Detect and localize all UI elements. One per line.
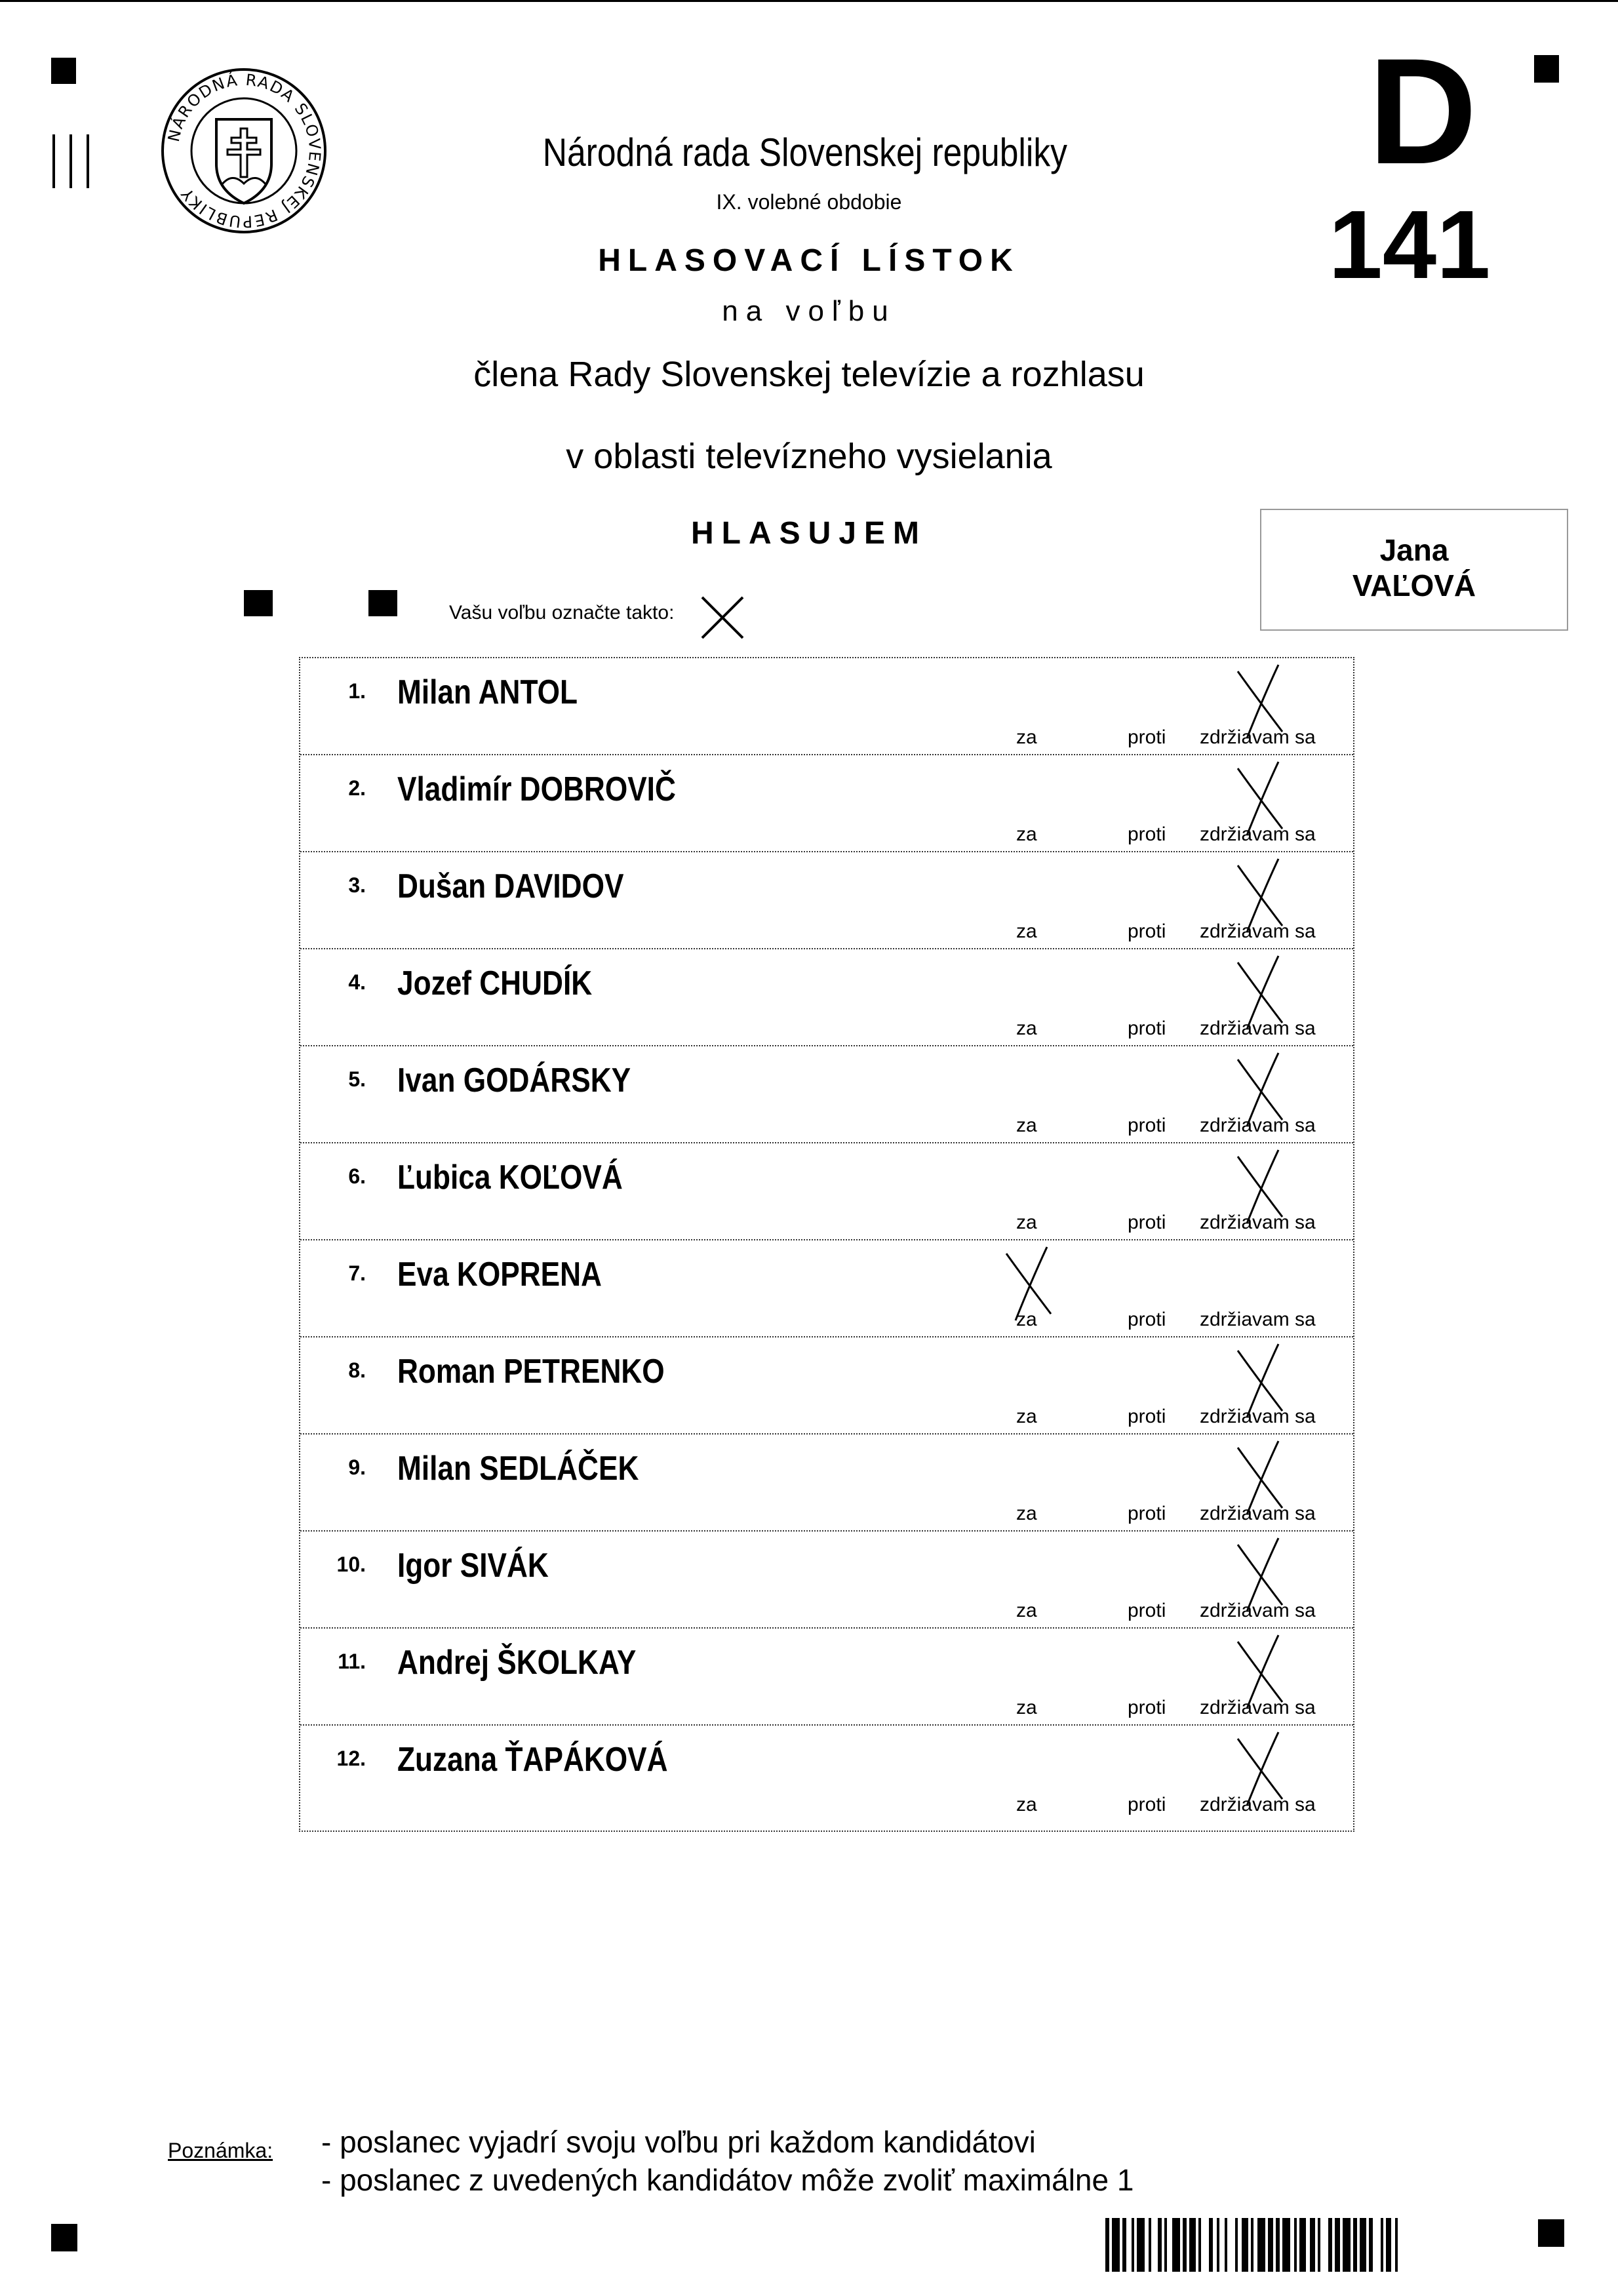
- institution-title: Národná rada Slovenskej republiky: [542, 130, 1067, 174]
- vote-cross-mark: [993, 1242, 1065, 1327]
- nominee-last-name: VAĽOVÁ: [1352, 568, 1476, 603]
- option-abstain[interactable]: zdržiavam sa: [1200, 1309, 1316, 1330]
- candidate-row: [300, 1143, 1353, 1240]
- option-for[interactable]: za: [1016, 1503, 1037, 1524]
- ballot-title: HLASOVACÍ LÍSTOK: [598, 243, 1020, 278]
- registration-mark: [1538, 2219, 1564, 2247]
- option-abstain[interactable]: zdržiavam sa: [1200, 1794, 1316, 1815]
- option-for[interactable]: za: [1016, 1212, 1037, 1233]
- vote-cross-mark: [1225, 1339, 1297, 1424]
- barcode: [1105, 2218, 1472, 2272]
- example-cross-icon: [698, 593, 747, 645]
- svg-text:NÁRODNÁ RADA SLOVENSKEJ REPUBL: NÁRODNÁ RADA SLOVENSKEJ REPUBLIKY: [164, 70, 325, 231]
- option-abstain[interactable]: zdržiavam sa: [1200, 1697, 1316, 1718]
- candidate-name: Milan SEDLÁČEK: [397, 1450, 639, 1488]
- option-for[interactable]: za: [1016, 920, 1037, 942]
- vote-cross-mark: [1225, 1436, 1297, 1521]
- candidate-name: Andrej ŠKOLKAY: [397, 1644, 637, 1682]
- option-against[interactable]: proti: [1128, 920, 1166, 942]
- candidate-number: 2.: [348, 776, 366, 800]
- ballot-table: [299, 657, 1354, 1832]
- vote-cross-mark: [1225, 1048, 1297, 1133]
- option-against[interactable]: proti: [1128, 1794, 1166, 1815]
- ballot-purpose: na voľbu: [722, 295, 896, 327]
- candidate-name: Jozef CHUDÍK: [397, 964, 593, 1002]
- vote-cross-mark: [1225, 854, 1297, 939]
- candidate-number: 10.: [336, 1553, 366, 1576]
- option-against[interactable]: proti: [1128, 1600, 1166, 1621]
- term: IX. volebné obdobie: [716, 190, 902, 214]
- candidate-name: Ľubica KOĽOVÁ: [397, 1158, 623, 1197]
- candidate-row: [300, 1629, 1353, 1726]
- candidate-number: 4.: [348, 970, 366, 994]
- registration-mark: [1534, 55, 1559, 83]
- candidate-row: [300, 1046, 1353, 1143]
- ballot-code-letter: D: [1368, 27, 1478, 195]
- candidate-name: Dušan DAVIDOV: [397, 867, 624, 905]
- vote-cross-mark: [1225, 1145, 1297, 1230]
- option-for[interactable]: za: [1016, 726, 1037, 748]
- candidate-row: [300, 1532, 1353, 1629]
- ballot-position: člena Rady Slovenskej televízie a rozhlasu: [473, 355, 1145, 394]
- candidate-row: [300, 1337, 1353, 1435]
- option-abstain[interactable]: zdržiavam sa: [1200, 726, 1316, 748]
- option-for[interactable]: za: [1016, 1600, 1037, 1621]
- candidate-name: Igor SIVÁK: [397, 1547, 549, 1585]
- candidate-number: 6.: [348, 1164, 366, 1188]
- candidate-number: 9.: [348, 1455, 366, 1479]
- candidate-row: [300, 852, 1353, 949]
- option-against[interactable]: proti: [1128, 1115, 1166, 1136]
- vote-cross-mark: [1225, 757, 1297, 842]
- candidate-row: [300, 1240, 1353, 1337]
- option-against[interactable]: proti: [1128, 1309, 1166, 1330]
- instruction-text: Vašu voľbu označte takto:: [449, 602, 675, 623]
- vote-cross-mark: [1225, 951, 1297, 1036]
- vote-heading: HLASUJEM: [690, 516, 928, 551]
- registration-mark: [51, 2224, 77, 2251]
- candidate-name: Roman PETRENKO: [397, 1353, 665, 1391]
- candidate-name: Zuzana ŤAPÁKOVÁ: [397, 1741, 668, 1779]
- option-for[interactable]: za: [1016, 1309, 1037, 1330]
- registration-mark: [244, 590, 273, 616]
- registration-mark: [51, 58, 76, 84]
- candidate-name: Milan ANTOL: [397, 673, 578, 711]
- candidate-number: 8.: [348, 1358, 366, 1382]
- option-for[interactable]: za: [1016, 1406, 1037, 1427]
- option-against[interactable]: proti: [1128, 726, 1166, 748]
- option-abstain[interactable]: zdržiavam sa: [1200, 823, 1316, 845]
- option-abstain[interactable]: zdržiavam sa: [1200, 1018, 1316, 1039]
- ballot-code-number: 141: [1328, 191, 1491, 299]
- vote-cross-mark: [1225, 1727, 1297, 1812]
- option-abstain[interactable]: zdržiavam sa: [1200, 1406, 1316, 1427]
- option-against[interactable]: proti: [1128, 1503, 1166, 1524]
- candidate-row: [300, 949, 1353, 1046]
- candidate-row: [300, 1435, 1353, 1532]
- option-against[interactable]: proti: [1128, 1406, 1166, 1427]
- option-for[interactable]: za: [1016, 1697, 1037, 1718]
- candidate-name: Vladimír DOBROVIČ: [397, 770, 676, 808]
- option-for[interactable]: za: [1016, 1115, 1037, 1136]
- candidate-number: 5.: [348, 1067, 366, 1091]
- option-abstain[interactable]: zdržiavam sa: [1200, 920, 1316, 942]
- option-for[interactable]: za: [1016, 1018, 1037, 1039]
- option-against[interactable]: proti: [1128, 1697, 1166, 1718]
- vote-cross-mark: [1225, 1630, 1297, 1715]
- option-for[interactable]: za: [1016, 823, 1037, 845]
- nominee-first-name: Jana: [1379, 533, 1449, 567]
- candidate-row: [300, 1726, 1353, 1823]
- candidate-name: Eva KOPRENA: [397, 1256, 602, 1294]
- candidate-number: 12.: [336, 1747, 366, 1770]
- candidate-row: [300, 658, 1353, 755]
- vote-cross-mark: [1225, 660, 1297, 745]
- note-label: Poznámka:: [168, 2139, 273, 2162]
- option-abstain[interactable]: zdržiavam sa: [1200, 1600, 1316, 1621]
- registration-mark: [368, 590, 397, 616]
- option-abstain[interactable]: zdržiavam sa: [1200, 1115, 1316, 1136]
- note-line: - poslanec vyjadrí svoju voľbu pri každom kandidátovi: [321, 2125, 1036, 2159]
- option-against[interactable]: proti: [1128, 1212, 1166, 1233]
- option-abstain[interactable]: zdržiavam sa: [1200, 1212, 1316, 1233]
- option-abstain[interactable]: zdržiavam sa: [1200, 1503, 1316, 1524]
- ballot-area: v oblasti televízneho vysielania: [566, 437, 1052, 476]
- option-for[interactable]: za: [1016, 1794, 1037, 1815]
- candidate-row: [300, 755, 1353, 852]
- nominee-box: [1260, 509, 1568, 631]
- vote-cross-mark: [1225, 1533, 1297, 1618]
- candidate-number: 1.: [348, 679, 366, 703]
- candidate-number: 7.: [348, 1261, 366, 1285]
- candidate-name: Ivan GODÁRSKY: [397, 1061, 631, 1099]
- candidate-number: 11.: [338, 1650, 366, 1673]
- top-border: [0, 0, 1618, 2]
- option-against[interactable]: proti: [1128, 1018, 1166, 1039]
- candidate-number: 3.: [348, 873, 366, 897]
- option-against[interactable]: proti: [1128, 823, 1166, 845]
- note-line: - poslanec z uvedených kandidátov môže zvoliť maximálne 1: [321, 2163, 1134, 2197]
